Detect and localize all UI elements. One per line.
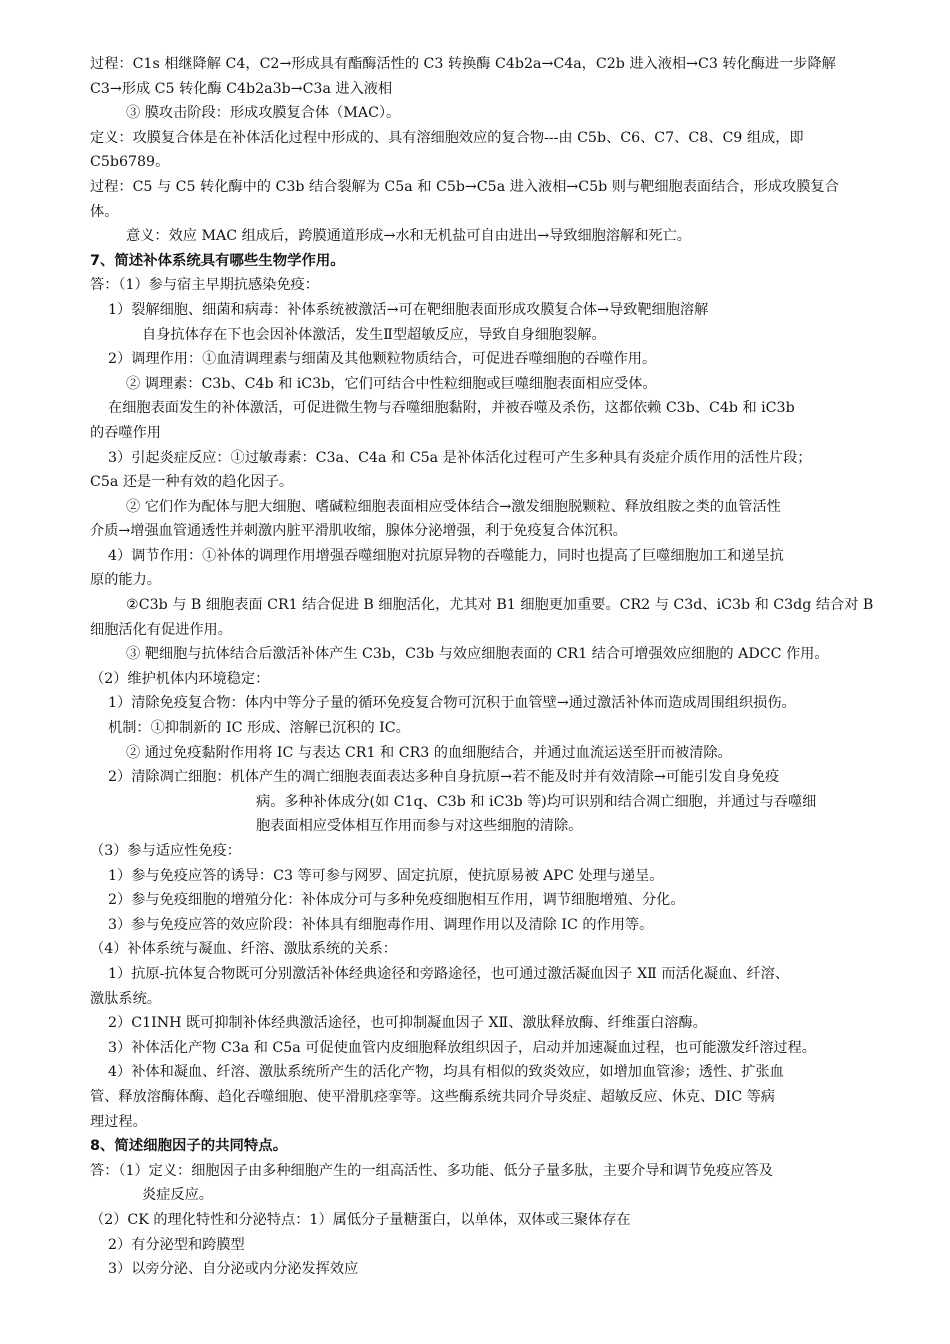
text-line: 过程：C5 与 C5 转化酶中的 C3b 结合裂解为 C5a 和 C5b→C5a 进入液相→C5b 则与靶细胞表面结合，形成攻膜复合	[90, 178, 839, 195]
text-line: 的吞噬作用	[90, 424, 161, 441]
text-line: 1）清除免疫复合物：体内中等分子量的循环免疫复合物可沉积于血管壁→通过激活补体而造成周围组织损伤。	[108, 695, 796, 712]
text-line: ② 它们作为配体与肥大细胞、嗜碱粒细胞表面相应受体结合→激发细胞脱颗粒、释放组胺之类的血管活性	[126, 498, 781, 515]
text-line: 2）清除凋亡细胞：机体产生的凋亡细胞表面表达多种自身抗原→若不能及时并有效清除→可能引发自身免疫	[108, 769, 780, 786]
text-line: 病。多种补体成分(如 C1q、C3b 和 iC3b 等)均可识别和结合凋亡细胞，并通过与吞噬细	[256, 793, 817, 810]
text-line: 过程：C1s 相继降解 C4，C2→形成具有酯酶活性的 C3 转换酶 C4b2a→C4a，C2b 进入液相→C3 转化酶进一步降解	[90, 56, 836, 72]
text-line: 体。	[90, 203, 119, 220]
text-line: （4）补体系统与凝血、纤溶、激肽系统的关系：	[90, 941, 397, 958]
text-line: 机制：①抑制新的 IC 形成、溶解已沉积的 IC。	[108, 720, 410, 737]
text-line: 2）参与免疫细胞的增殖分化：补体成分可与多种免疫细胞相互作用，调节细胞增殖、分化。	[108, 892, 685, 909]
text-line: ② 通过免疫黏附作用将 IC 与表达 CR1 和 CR3 的血细胞结合，并通过血流运送至肝而被清除。	[126, 744, 732, 761]
text-line: ②C3b 与 B 细胞表面 CR1 结合促进 B 细胞活化，尤其对 B1 细胞更加重要。CR2 与 C3d、iC3b 和 C3dg 结合对 B	[126, 597, 874, 614]
text-line: （3）参与适应性免疫：	[90, 843, 241, 859]
text-line: 1）参与免疫应答的诱导：C3 等可参与网罗、固定抗原，使抗原易被 APC 处理与递呈。	[108, 867, 664, 884]
text-line: 管、释放溶酶体酶、趋化吞噬细胞、使平滑肌痉挛等。这些酶系统共同介导炎症、超敏反应、休克、DIC 等病	[90, 1088, 775, 1105]
text-line: 在细胞表面发生的补体激活，可促进微生物与吞噬细胞黏附，并被吞噬及杀伤，这都依赖 C3b、C4b 和 iC3b	[108, 400, 795, 417]
section-heading: 8、简述细胞因子的共同特点。	[90, 1138, 288, 1155]
text-line: ③ 膜攻击阶段：形成攻膜复合体（MAC）。	[126, 105, 401, 122]
text-line: 答：（1）参与宿主早期抗感染免疫：	[90, 277, 319, 294]
text-line: 2）有分泌型和跨膜型	[108, 1236, 245, 1253]
text-line: 4）调节作用：①补体的调理作用增强吞噬细胞对抗原异物的吞噬能力，同时也提高了巨噬细胞加工和递呈抗	[108, 547, 784, 564]
text-line: 2）C1INH 既可抑制补体经典激活途径，也可抑制凝血因子 XⅡ、激肽释放酶、纤维蛋白溶酶。	[108, 1015, 707, 1032]
text-line: 1）抗原-抗体复合物既可分别激活补体经典途径和旁路途径，也可通过激活凝血因子 XⅡ 而活化凝血、纤溶、	[108, 965, 790, 982]
text-line: 3）引起炎症反应：①过敏毒素：C3a、C4a 和 C5a 是补体活化过程可产生多种具有炎症介质作用的活性片段；	[108, 449, 812, 466]
text-line: 激肽系统。	[90, 990, 161, 1007]
text-line: 3）以旁分泌、自分泌或内分泌发挥效应	[108, 1261, 359, 1278]
section-heading: 7、简述补体系统具有哪些生物学作用。	[90, 252, 345, 269]
text-line: 炎症反应。	[142, 1187, 213, 1204]
text-line: C3→形成 C5 转化酶 C4b2a3b→C3a 进入液相	[90, 80, 393, 97]
document-body	[90, 52, 918, 1282]
text-line: C5b6789。	[90, 154, 170, 171]
text-line: 4）补体和凝血、纤溶、激肽系统所产生的活化产物，均具有相似的致炎效应，如增加血管渗；透性、扩张血	[108, 1064, 784, 1081]
text-line: 2）调理作用：①血清调理素与细菌及其他颗粒物质结合，可促进吞噬细胞的吞噬作用。	[108, 351, 657, 368]
text-line: 3）参与免疫应答的效应阶段：补体具有细胞毒作用、调理作用以及清除 IC 的作用等。	[108, 916, 654, 933]
text-line: 原的能力。	[90, 572, 161, 589]
text-line: 介质→增强血管通透性并刺激内脏平滑肌收缩，腺体分泌增强，利于免疫复合体沉积。	[90, 523, 627, 540]
text-line: 定义：攻膜复合体是在补体活化过程中形成的、具有溶细胞效应的复合物---由 C5b、C6、C7、C8、C9 组成，即	[90, 129, 804, 146]
text-line: （2）维护机体内环境稳定：	[90, 670, 270, 687]
text-line: 自身抗体存在下也会因补体激活，发生Ⅱ型超敏反应，导致自身细胞裂解。	[142, 326, 606, 343]
text-line: ③ 靶细胞与抗体结合后激活补体产生 C3b，C3b 与效应细胞表面的 CR1 结合可增强效应细胞的 ADCC 作用。	[126, 646, 829, 663]
text-line: ② 调理素：C3b、C4b 和 iC3b，它们可结合中性粒细胞或巨噬细胞表面相应受体。	[126, 375, 657, 392]
text-line: 意义：效应 MAC 组成后，跨膜通道形成→水和无机盐可自由进出→导致细胞溶解和死亡。	[126, 228, 691, 245]
text-line: 3）补体活化产物 C3a 和 C5a 可促使血管内皮细胞释放组织因子，启动并加速凝血过程，也可能激发纤溶过程。	[108, 1039, 816, 1056]
text-line: 答：（1）定义：细胞因子由多种细胞产生的一组高活性、多功能、低分子量多肽，主要介导和调节免疫应答及	[90, 1162, 773, 1179]
text-line: （2）CK 的理化特性和分泌特点：1）属低分子量糖蛋白，以单体，双体或三聚体存在	[90, 1211, 631, 1228]
text-line: 细胞活化有促进作用。	[90, 621, 232, 638]
text-line: 胞表面相应受体相互作用而参与对这些细胞的清除。	[256, 818, 583, 835]
text-line: 1）裂解细胞、细菌和病毒：补体系统被激活→可在靶细胞表面形成攻膜复合体→导致靶细胞溶解	[108, 301, 709, 318]
text-line: 理过程。	[90, 1113, 147, 1130]
text-line: C5a 还是一种有效的趋化因子。	[90, 474, 294, 491]
